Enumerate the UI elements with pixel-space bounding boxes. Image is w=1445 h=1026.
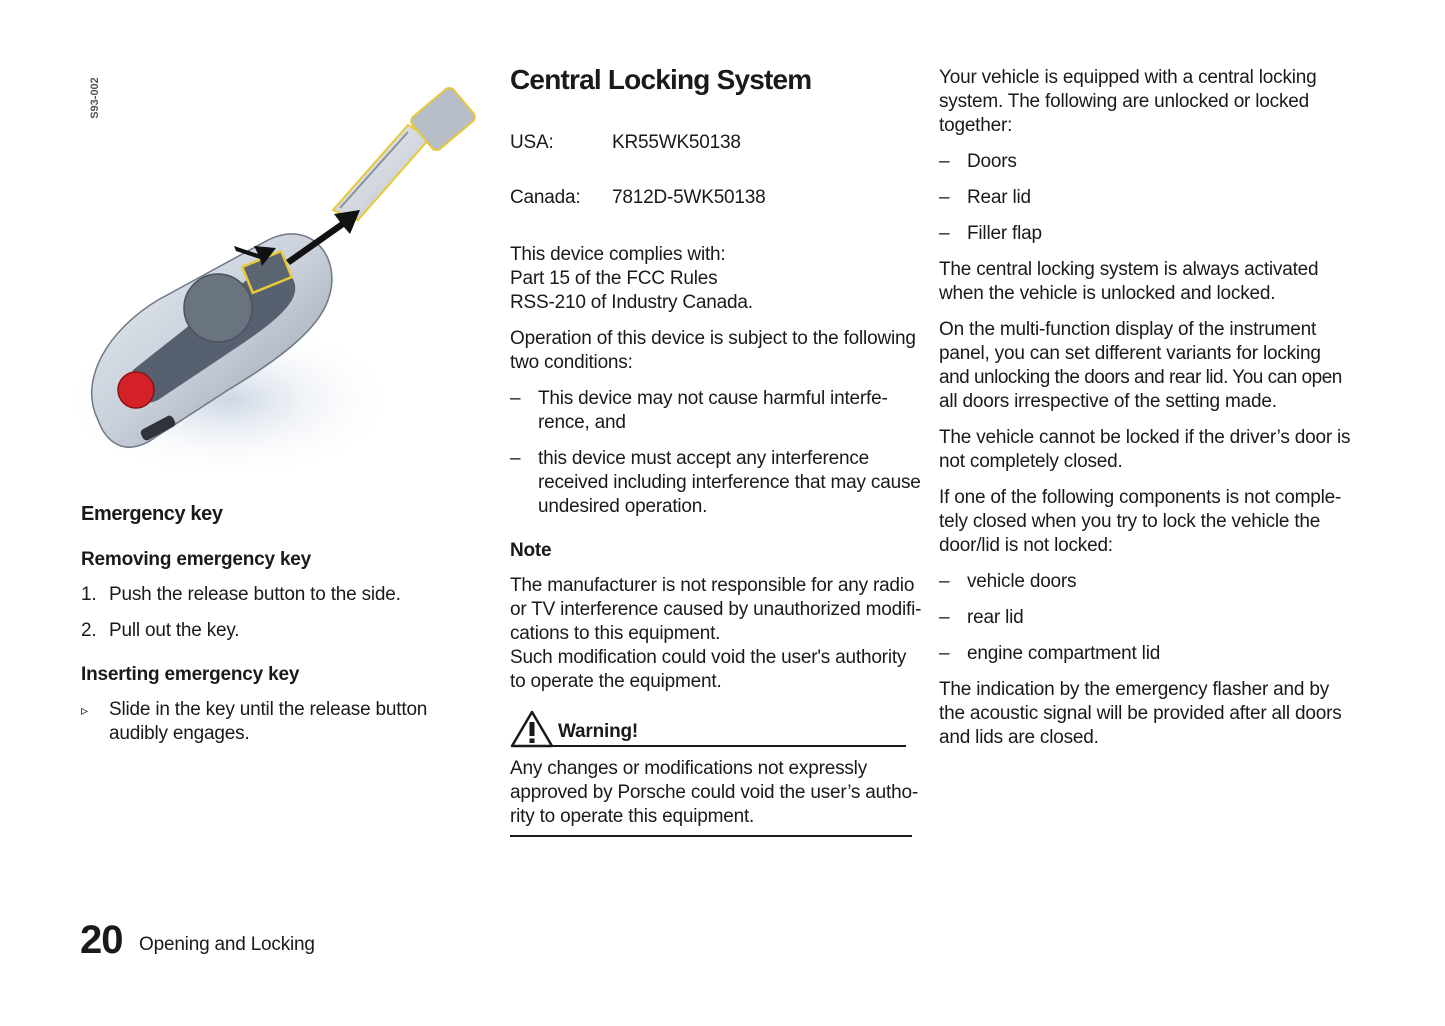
text-line: tely closed when you try to lock the vehicle the: [939, 511, 1321, 532]
text-line: two conditions:: [510, 352, 633, 373]
dash-bullet: –: [939, 223, 950, 244]
warning-triangle-icon: [510, 710, 554, 748]
text-line: not completely closed.: [939, 451, 1123, 472]
dash-bullet: –: [510, 388, 521, 409]
warning-title: Warning!: [558, 721, 639, 742]
text-line: or TV interference caused by unauthorized modifi-: [510, 599, 922, 620]
text-line: the acoustic signal will be provided after all doors: [939, 703, 1342, 724]
text-line: panel, you can set different variants for locking: [939, 343, 1321, 364]
text-line: approved by Porsche could void the user’s autho-: [510, 782, 918, 803]
text-line: to operate the equipment.: [510, 671, 722, 692]
text-line: If one of the following components is not comple-: [939, 487, 1342, 508]
item-text: Filler flap: [967, 223, 1042, 244]
instruction-line: Slide in the key until the release button: [109, 699, 428, 720]
text-line: this device must accept any interference: [538, 448, 870, 469]
item-text: vehicle doors: [967, 571, 1077, 592]
item-text: Rear lid: [967, 187, 1031, 208]
id-row-canada: [510, 186, 766, 210]
text-line: together:: [939, 115, 1013, 136]
step-number: 1.: [81, 584, 97, 605]
section-name: Opening and Locking: [139, 934, 315, 955]
complies-block: [510, 243, 920, 315]
panic-button: [118, 372, 154, 408]
text-line: RSS-210 of Industry Canada.: [510, 292, 753, 313]
emergency-key-heading: Emergency key: [81, 503, 223, 525]
fob-round-button: [184, 274, 252, 342]
text-line: door/lid is not locked:: [939, 535, 1113, 556]
step-text: Push the release button to the side.: [109, 584, 401, 605]
item-text: rear lid: [967, 607, 1024, 628]
dash-bullet: –: [939, 643, 950, 664]
emergency-key-blade: [333, 125, 430, 220]
inserting-key-title: Inserting emergency key: [81, 664, 300, 685]
removing-key-title: Removing emergency key: [81, 549, 312, 570]
text-line: and unlocking the doors and rear lid. You can open: [939, 367, 1342, 388]
item-text: engine compartment lid: [967, 643, 1161, 664]
dash-bullet: –: [939, 151, 950, 172]
text-line: Part 15 of the FCC Rules: [510, 268, 718, 289]
intro-block: [939, 66, 1349, 138]
text-line: Your vehicle is equipped with a central locking: [939, 67, 1317, 88]
id-value: KR55WK50138: [612, 132, 741, 153]
text-line: and lids are closed.: [939, 727, 1099, 748]
text-line: This device complies with:: [510, 244, 726, 265]
text-line: when the vehicle is unlocked and locked.: [939, 283, 1276, 304]
triangle-bullet-icon: ▹: [81, 702, 88, 718]
warning-top-rule: [546, 745, 906, 747]
text-line: The vehicle cannot be locked if the driver’s door is: [939, 427, 1351, 448]
id-row-usa: [510, 131, 741, 155]
warning-bottom-rule: [510, 835, 912, 837]
dash-bullet: –: [939, 571, 950, 592]
text-line: all doors irrespective of the setting made.: [939, 391, 1277, 412]
page-title: Central Locking System: [510, 64, 812, 95]
dash-bullet: –: [510, 448, 521, 469]
text-line: received including interference that may cause: [538, 472, 921, 493]
dash-bullet: –: [939, 607, 950, 628]
step-text: Pull out the key.: [109, 620, 240, 641]
operation-block: [510, 327, 920, 375]
step-number: 2.: [81, 620, 97, 641]
text-line: rence, and: [538, 412, 626, 433]
text-line: Operation of this device is subject to the following: [510, 328, 916, 349]
text-line: Such modification could void the user's authority: [510, 647, 907, 668]
text-line: Any changes or modifications not expressly: [510, 758, 868, 779]
text-line: rity to operate this equipment.: [510, 806, 755, 827]
paragraph-display: [939, 318, 1349, 414]
instruction-line: audibly engages.: [109, 723, 250, 744]
text-line: On the multi-function display of the instrument: [939, 319, 1317, 340]
paragraph-components: [939, 486, 1349, 558]
id-label: Canada:: [510, 187, 581, 208]
figure-code: S93-002: [89, 77, 101, 119]
warning-header: [510, 710, 906, 748]
dash-bullet: –: [939, 187, 950, 208]
key-figure: [78, 70, 488, 480]
id-value: 7812D-5WK50138: [612, 187, 766, 208]
id-label: USA:: [510, 132, 554, 153]
text-line: undesired operation.: [538, 496, 708, 517]
text-line: cations to this equipment.: [510, 623, 721, 644]
text-line: system. The following are unlocked or locked: [939, 91, 1309, 112]
text-line: The manufacturer is not responsible for any radio: [510, 575, 915, 596]
item-text: Doors: [967, 151, 1017, 172]
warning-block: [510, 757, 920, 829]
note-block: [510, 574, 920, 694]
text-line: The indication by the emergency flasher and by: [939, 679, 1330, 700]
text-line: The central locking system is always activated: [939, 259, 1319, 280]
paragraph-driver-door: [939, 426, 1349, 474]
remote-key-illustration: [78, 70, 488, 480]
note-title: Note: [510, 540, 552, 561]
text-line: This device may not cause harmful interfe-: [538, 388, 888, 409]
paragraph-indication: [939, 678, 1349, 750]
page-number: 20: [80, 918, 123, 962]
paragraph-activated: [939, 258, 1349, 306]
